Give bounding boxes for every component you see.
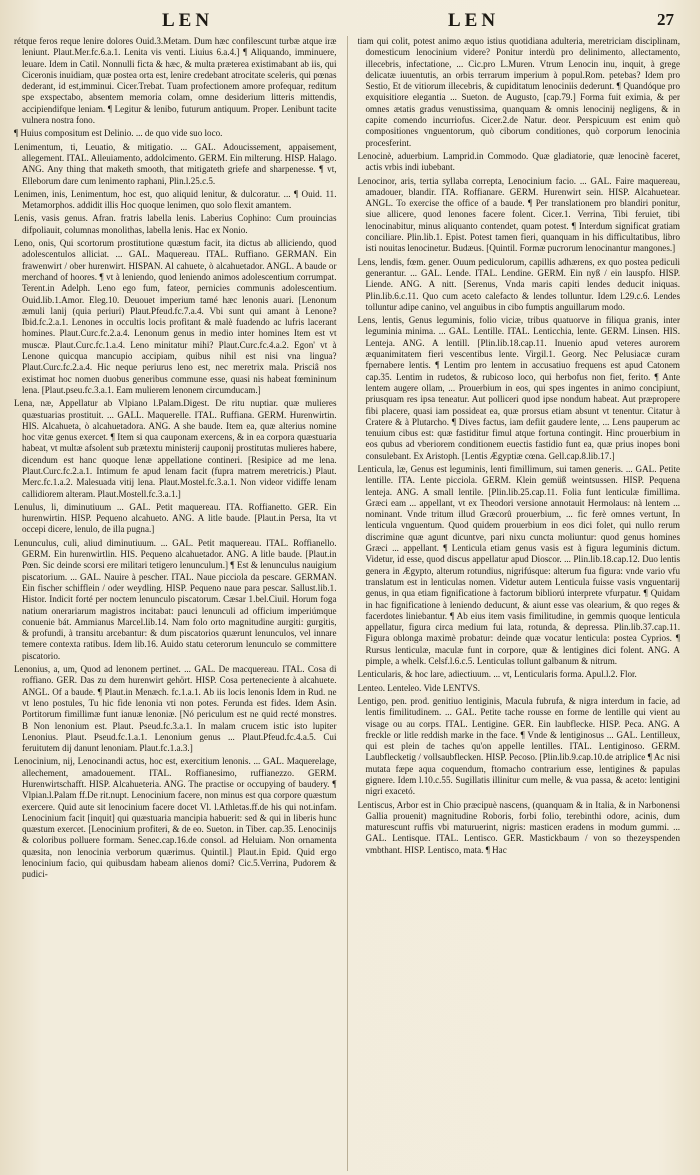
dictionary-entry: Lenocinium, nij, Lenocinandi actus, hoc est, exercitium lenonis. ... GAL. Maquerelage, allechement, amadouement. ITAL. Roffianesimo, ruffianezzo. GERM. Hurenwirtschafft. HISP. Alcahueteria. ANG. The practise or occupying of baudery. ¶ Vlpian.l.Palam ff.De rit.nupt. Lenocinium facere, non minus est qua corpore quæstum exercere. Quid aute sit lenocinium facere docet Vl. l.Athletas.ff.de his qui not.infam. Lenocinium facit [inquit] qui quæstuaria mancipia habuerit: sed & qui in liberis hunc quæstum exercet. [Lenocinium profiteri, & de eo. Sueton. in Tiber. cap.35. Lenocinijs & coloribus polluere formam. Senec.cap.16.de consol. ad Heluiam. Non ornamenta quæsita, non lenocinia verborum quærimus. Quintil.] Plaut.in Epid. Quid ergo lenocinium facio, qui quibusdam habeam alienos domi? Cic.5.Verrina, Pudorem & pudici-	[14, 756, 337, 880]
text-columns	[14, 36, 680, 1171]
dictionary-entry: Lena, næ, Appellatur ab Vlpiano l.Palam.Digest. De ritu nuptiar. quæ mulieres quæstuarias prostituit. ... GALL. Maquerelle. ITAL. Ruffiana. GERM. Hurenwirtin. HIS. Alcahueta, ò alcahuetadora. ANG. A she baude. Item ea, quæ alterius nomine hoc vitæ genus exercet. ¶ Item si qua cauponam exercens, & in ea corpora quæstuaria habeat, vt multæ afsolent sub prætextu ministerij cauponij prostitutas mulieres habere, dicendum est hanc quoque lenæ appellatione contineri. [Resipice ad me lena. Plaut.Curc.fc.2.a.1. Intimum fe apud lenam facit (fupra matrem meretricis.) Plaut. Merc.fc.1.a.2. Malesuada vitij lena. Plaut.Mostel.fc.3.a.1. Non videor vidiffe lenam callidiorem alteram. Plaut.Mostell.fc.3.a.1.]	[14, 398, 337, 499]
dictionary-entry: ¶ Huius compositum est Delinio. ... de quo vide suo loco.	[14, 128, 223, 139]
dictionary-entry: Lenimentum, ti, Leuatio, & mitigatio. ... GAL. Adoucissement, appaisement, allegement. ITAL. Alleuiamento, addolcimento. GERM. Ein milterung. HISP. Halago. ANG. Any thing that maketh smooth, that mitigateth griefe and sharpenesse. ¶ vt, Elleborum dare cum lenimento raphani, Plin.l.25.c.5.	[14, 141, 337, 186]
dictionary-entry: Lentigo, pen. prod. genitiuo lentiginis, Macula fubrufa, & nigra interdum in facie, ad lentis fimilitudinem. ... GAL. Petite tache rousse en forme de lentille qui vient au visage ou au corps. ITAL. Lentigine. GER. Ein laubflecke. HISP. Peca. ANG. A freckle or litle reddish marke in the face. ¶ Vnde & lentiginosus ... GAL. Lentilleux, qui est plein de taches qu'on appelle lentilles. ITAL. Lentiginoso. GERM. Laubflecketig / vollsaubflecken. HISP. Pecoso. [Plin.lib.9.cap.10.de atriplice ¶ Ac nisi mutata fæpe aqua coquendum, ftomacho contrarium esse, lentigines & papulas gignere. Idem l.10.c.55. Sugillatis illinitur cum melle, & vua passa, & aceto: lentigini nigri exacetó.	[357, 695, 680, 797]
dictionary-entry: Lenteo. Lenteleo. Vide LENTVS.	[357, 682, 481, 693]
column-divider	[347, 36, 348, 1171]
left-column	[14, 36, 337, 1171]
dictionary-entry: Lens, lendis, fœm. gener. Ouum pediculorum, capillis adhærens, ex quo postea pediculi generantur. ... GAL. Lende. ITAL. Lendine. GERM. Ein nyß / ein lauspfo. HISP. Liende. ANG. A nitt. [Serenus, Vnda maris capiti lendes deducit iniquas. Plin.lib.6.c.11. Quo cum aceto calefacto & lendes tolluntur. Idem l.29.c.6. Lendes tolluntur adipe canino, vel anguibus in cibo fumptis anguillarum modo.	[357, 256, 680, 312]
dictionary-entry: Lenticula, læ, Genus est leguminis, lenti fimillimum, sui tamen generis. ... GAL. Petite lentille. ITA. Lente picciola. GERM. Klein gemüß weintsussen. HISP. Pequena lenteja. ANG. A small lentile. [Plin.lib.25.cap.11. Folia funt lenticulæ fimillima. Græci eam ... appellant, vt ex Theodori versione annotauit Hermolaus: nà lentem ... nominant. Vnde tritum illud Græcorû prouerbium, ... fic ferè omnes vertunt, In lenticula vnguentum. Quod quidem prouerbium in eos dici folet, qui nullo rerum discrimine quæ agunt dicuntve, pari nixu cuncta moliuntur: quod genus homines Græci ... appellant. ¶ Lenticula etiam genus vasis est à figura leguminis dictum. Videtur, id esse, quod discus appellatur apud Dioscor. ... Plin.lib.18.cap.12. Duo lentis genera in Ægypto, alterum rotundius, nigrifúsque: alterum fua figura: vnde vario vfu translatum est in lenticulas nomen. Videtur autem Lenticula fuisse vasis vnguentarij genus, in qua etiam fignificatione à factorum bibliorú interprete vfurpatur. ¶ Quidam in hac fignificatione à leniendo deducunt, & aiunt esse vas olearium, & quo reges & facerdotes liniebantur. ¶ Ab eius item vasis fimilitudine, in gemmis quoque lenticula appellatur, figura circa medium fui lata, rotunda, & depressa. Plin.lib.37.cap.11. Figura oblonga maximè probatur: deinde quæ vocatur lenticula: postea Cyprios. ¶ Rursus lenticulæ, maculæ funt in corpore, quæ & lentigines dici folent. ANG. A pimple, a whelk. Celsf.l.6.c.5. Lenticulas tollunt galbanum & nitrum.	[357, 463, 680, 667]
page-number: 27	[657, 10, 674, 29]
right-column	[358, 36, 681, 1171]
dictionary-entry: Lenunculus, culi, aliud diminutiuum. ... GAL. Petit maquereau. ITAL. Roffianello. GERM. Ein hurenwirtlin. HIS. Pequeno alcahuetador. ANG. A litle baude. [Plaut.in Pœn. Sic deinde scorsi ere militari tetigero lenunculum.] ¶ Est & lenunculus nauigium piscatorium. ... GAL. Nauire à pescher. ITAL. Naue picciola da pescare. GERMAN. Ein fischer schifflein / oder weydling. HISP. Pequeno naue para pescar. Sallust.lib.1. Histor. Indicit forté per noctem lenunculo piscatorum. Cæsar 1.bel.Ciuil. Horum foga natium onerariarum magistros incitabat: pauci lenunculi ad officium imperiúmque conuenie bát. Ammianus Marcel.lib.14. Nam folo orto magnitudine aurgiti: gurgitis, & profundi, à transitu arcebantur: & dum piscatorios quærunt lenunculos, vel innare temere contexta ratibus. Idem lib.16. Auido statu ceterorum lenunculo se committere piscatorio.	[14, 537, 337, 661]
dictionary-entry: Lenimen, inis, Lenimentum, hoc est, quo aliquid lenitur, & dulcoratur. ... ¶ Ouid. 11. Metamorphos. addidit illis Hoc quoque lenimen, quo solo flexit amantem.	[14, 188, 337, 211]
dictionary-entry: rétque feros reque lenire dolores Ouid.3.Metam. Dum hæc confilescunt turbæ atque iræ leniunt. Plaut.Mer.fc.6.a.1. Lenita vis venti. Liuius 6.a.4.] ¶ Aliquando, imminuere, leuare. Idem in Catil. Nonnulli ficta & hæc, & multa præterea existimabant ab iis, qui Ciceronis inuidiam, quæ postea orta est, lenire credebant atrocitate sceleris, qui pœnas dederant, id est,imminui. Cicer.Trebat. Tuam profectionem amore profequar, reditum spe exspectabo, absentem memoria colam, omne desiderium litteris mittendis, accipiendifque leniam. ¶ Legitur & lenibo, futurum antiquum. Proper. Lenibunt tacite vulnera nostra fono.	[14, 36, 337, 126]
dictionary-entry: Lentiscus, Arbor est in Chio præcipuè nascens, (quanquam & in Italia, & in Narbonensi Gallia prouenit) magnitudine Roboris, forbi folio, terebinthi odore, acinis, dum maturescunt ruffis vbi maturuerint, nigris: masticen eradens in modum gummi. ... GAL. Lentisque. ITAL. Lentisco. GER. Mastickbaum / von so thezeyspenden vmbthant. HISP. Lentisco, mata. ¶ Hac	[357, 799, 680, 855]
dictionary-entry: Lenis, vasis genus. Afran. fratris labella lenis. Laberius Cophino: Cum prouincias difpoliauit, columnas monolithas, labella lenis. Hac ex Nonio.	[14, 213, 337, 235]
dictionary-entry: Leno, onis, Qui scortorum prostitutione quæstum facit, ita dictus ab alliciendo, quod adolescentulos alliciat. ... GAL. Maquereau. ITAL. Ruffiano. GERMAN. Ein frawenwirt / ober hurenwirt. HISPAN. Al cahuete, ò alcahuetador. ANGL. A baude or merchand of hoores. ¶ vt à leniendo, quod leniendo animos adolescentium corrumpat. Terent.in Adelph. Leno ego fum, fateor, pernicies communis adolescentium. Ouid.lib.1.Amor. Eleg.10. Deuouet imperium tamé hæc lenonis auari. [Lenonum æmuli lanij (quia periuri) Plaut.Pfeud.fc.7.a.4. Vbi sunt qui amant à Lenone? Ibid.fc.2.a.1. Lenones in occultis locis profitant & malè fuadendo ac lufris lacerant homines. Plaut.Curc.fc.2.a.4. Lenonum genus in medio inter homines Item est vt muscæ. Plaut.Curc.fc.1.a.4. Leno minitatur mihi? Plaut.Curc.fc.4.a.2. Egon' vt à Lenone quicqua mancupio accipiam, quibus nihil est nisi vna lingua? Plaut.Curc.fc.2.a.4. Hic neque periurus leno est, nec meretrix mala. Prisciâ nos existimat hoc nomen duobus generibus commune esse, quasi nis habeat fœmininum lena. [Plaut.pseu.fc.3.a.1. Eam mulierem lenonem circumducam.]	[14, 238, 337, 395]
dictionary-entry: tiam qui colit, potest animo æquo istius quotidiana adulteria, meretriciam disciplinam, domesticum lenocinium videre? Ponitur interdù pro delinimento, allectamento, illecebris, infectatione, ... Cic.pro L.Muren. Vtrum Lenocin inu, inquit, à grege delicatæ iuuentutis, an orbis terrarum imperium à popul.Rom. petebas? Idem pro Sestio, Et de vitiorum illecebris, & cupiditatum lenociniis dederunt. ¶ Quandóque pro exquisitiore elegantia ... Sueton. de Augusto, [cap.79.] Forma fuit eximia, & per omnes ætatis gradus venustissima, quanquam & omnis lenocinij negligens, & in capite comendo incurriofus. Cicer.2.de Natur. deor. Perspicuum est enim quò compositiones vnguentorum, quò ciborum conditiones, quò corporum lenocinia procesferint.	[357, 36, 680, 148]
left-running-headword: LEN	[162, 10, 214, 31]
dictionary-entry: Lenocinè, aduerbium. Lamprid.in Commodo. Quæ gladiatorie, quæ lenocinè faceret, actis vrbis indi iubebant.	[357, 150, 680, 173]
dictionary-entry: Lens, lentis, Genus leguminis, folio viciæ, tribus quatuorve in filiqua granis, inter leguminia minima. ... GAL. Lentille. ITAL. Lenticchia, lente. GERM. Linsen. HIS. Lenteja. ANG. A lentill. [Plin.lib.18.cap.11. Inuenio apud veteres aurorem æquanimitatem fieri vescentibus lente. Virgil.1. Georg. Nec Pelusiacæ curam fpernabere lentis. ¶ Lentim pro lentem in accusatiuo frequens est apud Catonem cap.35. Lentim in rudetos, & rubicoso loco, qui herbofus non fiet, ferito. ¶ Ante lentem augere ollam, ... Prouerbium in eos, qui spes ingentes in animo concipiunt, priusquam res ipsa teneatur. Aut polliceri quod ipse nondum habeat. Aut præpropere fibi placere, quasi iam possideat ea, quæ prorsus etiam absunt vt tenentur. Citatur à Cratere & à Plutarcho. ¶ Dives factus, iam defiit gaudere lente, ... Lens pauperum ac tenuium cibus est: quæ fastiditur fimul atque fortuna contingit. Hinc prouerbium in eos qubus ad vberiorem conditionem euectis fastidio funt ea, quæ prius inopes boni consulebant. Ex Aristoph. [Lentis Ægyptiæ cœna. Gell.cap.8.lib.17.]	[357, 315, 680, 461]
page-header	[14, 8, 680, 36]
dictionary-entry: Lenulus, li, diminutiuum ... GAL. Petit maquereau. ITA. Roffianetto. GER. Ein hurenwirtin. HISP. Pequeno alcahueto. ANG. A litle baude. [Plaut.in Persa, Ita vt occepi dicere, lenulo, de illa pugna.]	[14, 501, 337, 535]
dictionary-entry: Lenocinor, aris, tertia syllaba correpta, Lenocinium facio. ... GAL. Faire maquereau, amadouer, blandir. ITA. Roffianare. GERM. Hurenwirt sein. HISP. Alcahuetear. ANGL. To exercise the office of a baude. ¶ Per translationem pro blandiri ponitur, siue allicere, quod lenones facere folent. Cicer.1. Verrina, Tibi feruiet, tibi lenocinabitur, minus aliquanto contendet, quam potest. ¶ Interdum significat gratiam conciliare. Plin.lib.1. Epist. Potest tamen fieri, quanquam in his difficultatibus, libro isti nouitas lenocinetur. Budæus. [Quintil. Formæ pucrorum lenocinantur mangones.]	[357, 175, 680, 254]
dictionary-entry: Lenticularis, & hoc lare, adiectiuum. ... vt, Lenticularis forma. Apul.l.2. Flor.	[357, 669, 637, 680]
right-running-headword: LEN	[448, 10, 500, 31]
dictionary-entry: Lenonius, a, um, Quod ad lenonem pertinet. ... GAL. De macquereau. ITAL. Cosa di roffiano. GER. Das zu dem hurenwirt gehört. HISP. Cosa perteneciente à alcahuete. ANGL. Of a baude. ¶ Plaut.in Menæch. fc.1.a.1. Ab iis locis lenonis Idem in Rud. ne vt leno postules, Tu hic fide lenonia vti non potes. Ferunda est fides. Idem Asin. Portitorum fimillimæ funt ianuæ lenoniæ. [Nó periculum est ne quid recté monstres. B Non lenonium est. Plaut. Pseud.fc.3.a.1. In malam crucem istic isto lupiter Lenonius. Plaut. Pseud.fc.1.a.1. Lenonium genus ... Plaut.Pfeud.fc.4.a.5. Cui feruitutem dij danunt lenoniam. Plaut.fc.1.a.3.]	[14, 664, 337, 754]
